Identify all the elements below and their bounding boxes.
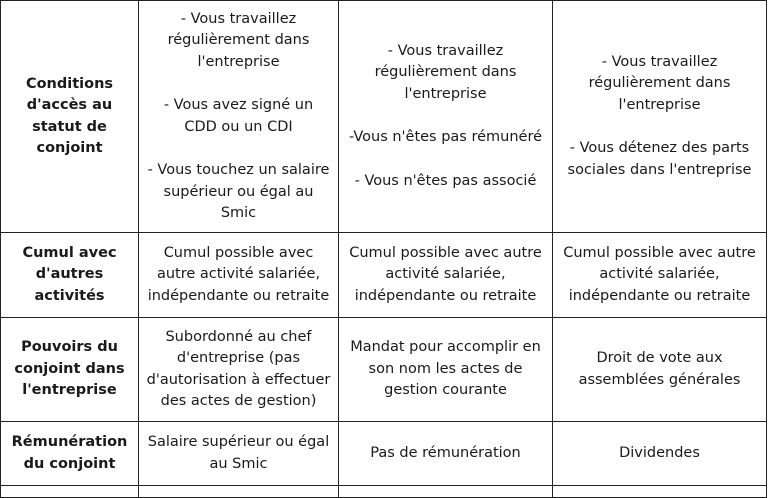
- cell-text-line: indépendante ou retraite: [147, 287, 330, 304]
- table-row-remuneration: [1, 422, 767, 486]
- cell-text-line: - Vous travaillez: [601, 53, 718, 70]
- table-body: [1, 0, 767, 498]
- cell-text-line: régulièrement dans: [588, 75, 731, 92]
- table-cell: [339, 1, 553, 233]
- table-row-pouvoirs: [1, 318, 767, 422]
- row-header-line: du conjoint: [23, 455, 116, 472]
- cell-text-line: sociales dans l'entreprise: [567, 161, 752, 178]
- cell-text-line: - Vous touchez un salaire: [147, 162, 330, 178]
- table-cell: [339, 233, 553, 318]
- cell-text-line: assemblées générales: [578, 371, 741, 388]
- table-cell: [553, 422, 767, 486]
- cell-text-line: CDD ou un CDI: [184, 118, 293, 135]
- row-header-line: statut de: [32, 118, 107, 135]
- table-cell: [139, 318, 339, 422]
- bottom-cut-cell: [139, 486, 339, 498]
- cell-text-line: des actes de gestion): [160, 393, 317, 409]
- paragraph-gap: [345, 105, 546, 127]
- table-row-cumul: [1, 233, 767, 318]
- row-header-line: Pouvoirs du: [21, 339, 118, 356]
- table-cell: [139, 1, 339, 233]
- cell-text-line: Smic: [220, 205, 257, 221]
- paragraph-gap: [145, 73, 332, 95]
- cell-text-line: son nom les actes de: [368, 360, 523, 377]
- table-row-bottom: [1, 486, 767, 498]
- cell-text-line: -Vous n'êtes pas rémunéré: [348, 129, 543, 146]
- cell-text-line: Subordonné au chef: [165, 328, 312, 345]
- row-header: [1, 318, 139, 422]
- row-header-line: conjoint: [36, 140, 103, 156]
- table-cell: [553, 1, 767, 233]
- cell-text-line: activité salariée,: [385, 266, 506, 283]
- table-cell: [339, 422, 553, 486]
- cell-text-line: au Smic: [209, 455, 268, 472]
- cell-text-line: - Vous détenez des parts: [569, 140, 750, 157]
- cell-text-line: Cumul possible avec autre: [563, 244, 756, 261]
- cell-text-line: indépendante ou retraite: [568, 287, 751, 304]
- table-cell: [139, 422, 339, 486]
- cell-text-line: d'entreprise (pas: [176, 350, 301, 366]
- row-header-line: Conditions: [25, 75, 114, 92]
- row-header-line: activités: [34, 287, 105, 304]
- row-header-line: d'accès au: [26, 97, 113, 113]
- cell-text-line: autre activité salariée,: [156, 266, 321, 283]
- row-header-line: l'entreprise: [22, 382, 117, 399]
- row-header-line: d'autres: [35, 266, 104, 283]
- cell-text-line: régulièrement dans: [167, 32, 310, 48]
- cell-text-line: d'autorisation à effectuer: [146, 371, 331, 388]
- cell-text-line: Cumul possible avec autre: [349, 244, 542, 261]
- cell-text-line: gestion courante: [384, 382, 507, 399]
- cell-text-line: l'entreprise: [197, 53, 280, 70]
- table-cell: [139, 233, 339, 318]
- cell-text-line: - Vous travaillez: [180, 10, 297, 27]
- paragraph-gap: [345, 149, 546, 171]
- table-cell: [339, 318, 553, 422]
- cell-text-line: - Vous travaillez: [387, 42, 504, 59]
- table-row-conditions: [1, 1, 767, 233]
- row-header-line: conjoint dans: [14, 360, 125, 377]
- cell-text-line: régulièrement dans: [374, 64, 517, 81]
- table-cell: [553, 233, 767, 318]
- cell-text-line: - Vous n'êtes pas associé: [354, 172, 537, 189]
- bottom-cut-cell: [339, 486, 553, 498]
- paragraph-gap: [145, 138, 332, 160]
- bottom-cut-cell: [553, 486, 767, 498]
- cell-text-line: - Vous avez signé un: [163, 97, 314, 113]
- cell-text-line: l'entreprise: [618, 96, 701, 113]
- cell-text-line: supérieur ou égal au: [163, 183, 314, 200]
- cell-text-line: Droit de vote aux: [596, 350, 723, 366]
- row-header: [1, 422, 139, 486]
- cell-text-line: Salaire supérieur ou égal: [147, 434, 330, 450]
- bottom-cut-cell: [1, 486, 139, 498]
- cell-text-line: indépendante ou retraite: [354, 287, 537, 304]
- cell-text-line: Cumul possible avec: [163, 244, 314, 261]
- paragraph-gap: [559, 116, 760, 138]
- row-header-line: Cumul avec: [22, 244, 117, 261]
- cell-text-line: l'entreprise: [404, 85, 487, 102]
- cell-text-line: Dividendes: [619, 444, 700, 461]
- cell-text-line: Mandat pour accomplir en: [350, 339, 541, 356]
- row-header: [1, 233, 139, 318]
- cell-text-line: Pas de rémunération: [370, 444, 521, 461]
- table-cell: [553, 318, 767, 422]
- row-header-line: Rémunération: [11, 434, 128, 450]
- cell-text-line: activité salariée,: [599, 266, 720, 283]
- row-header: [1, 1, 139, 233]
